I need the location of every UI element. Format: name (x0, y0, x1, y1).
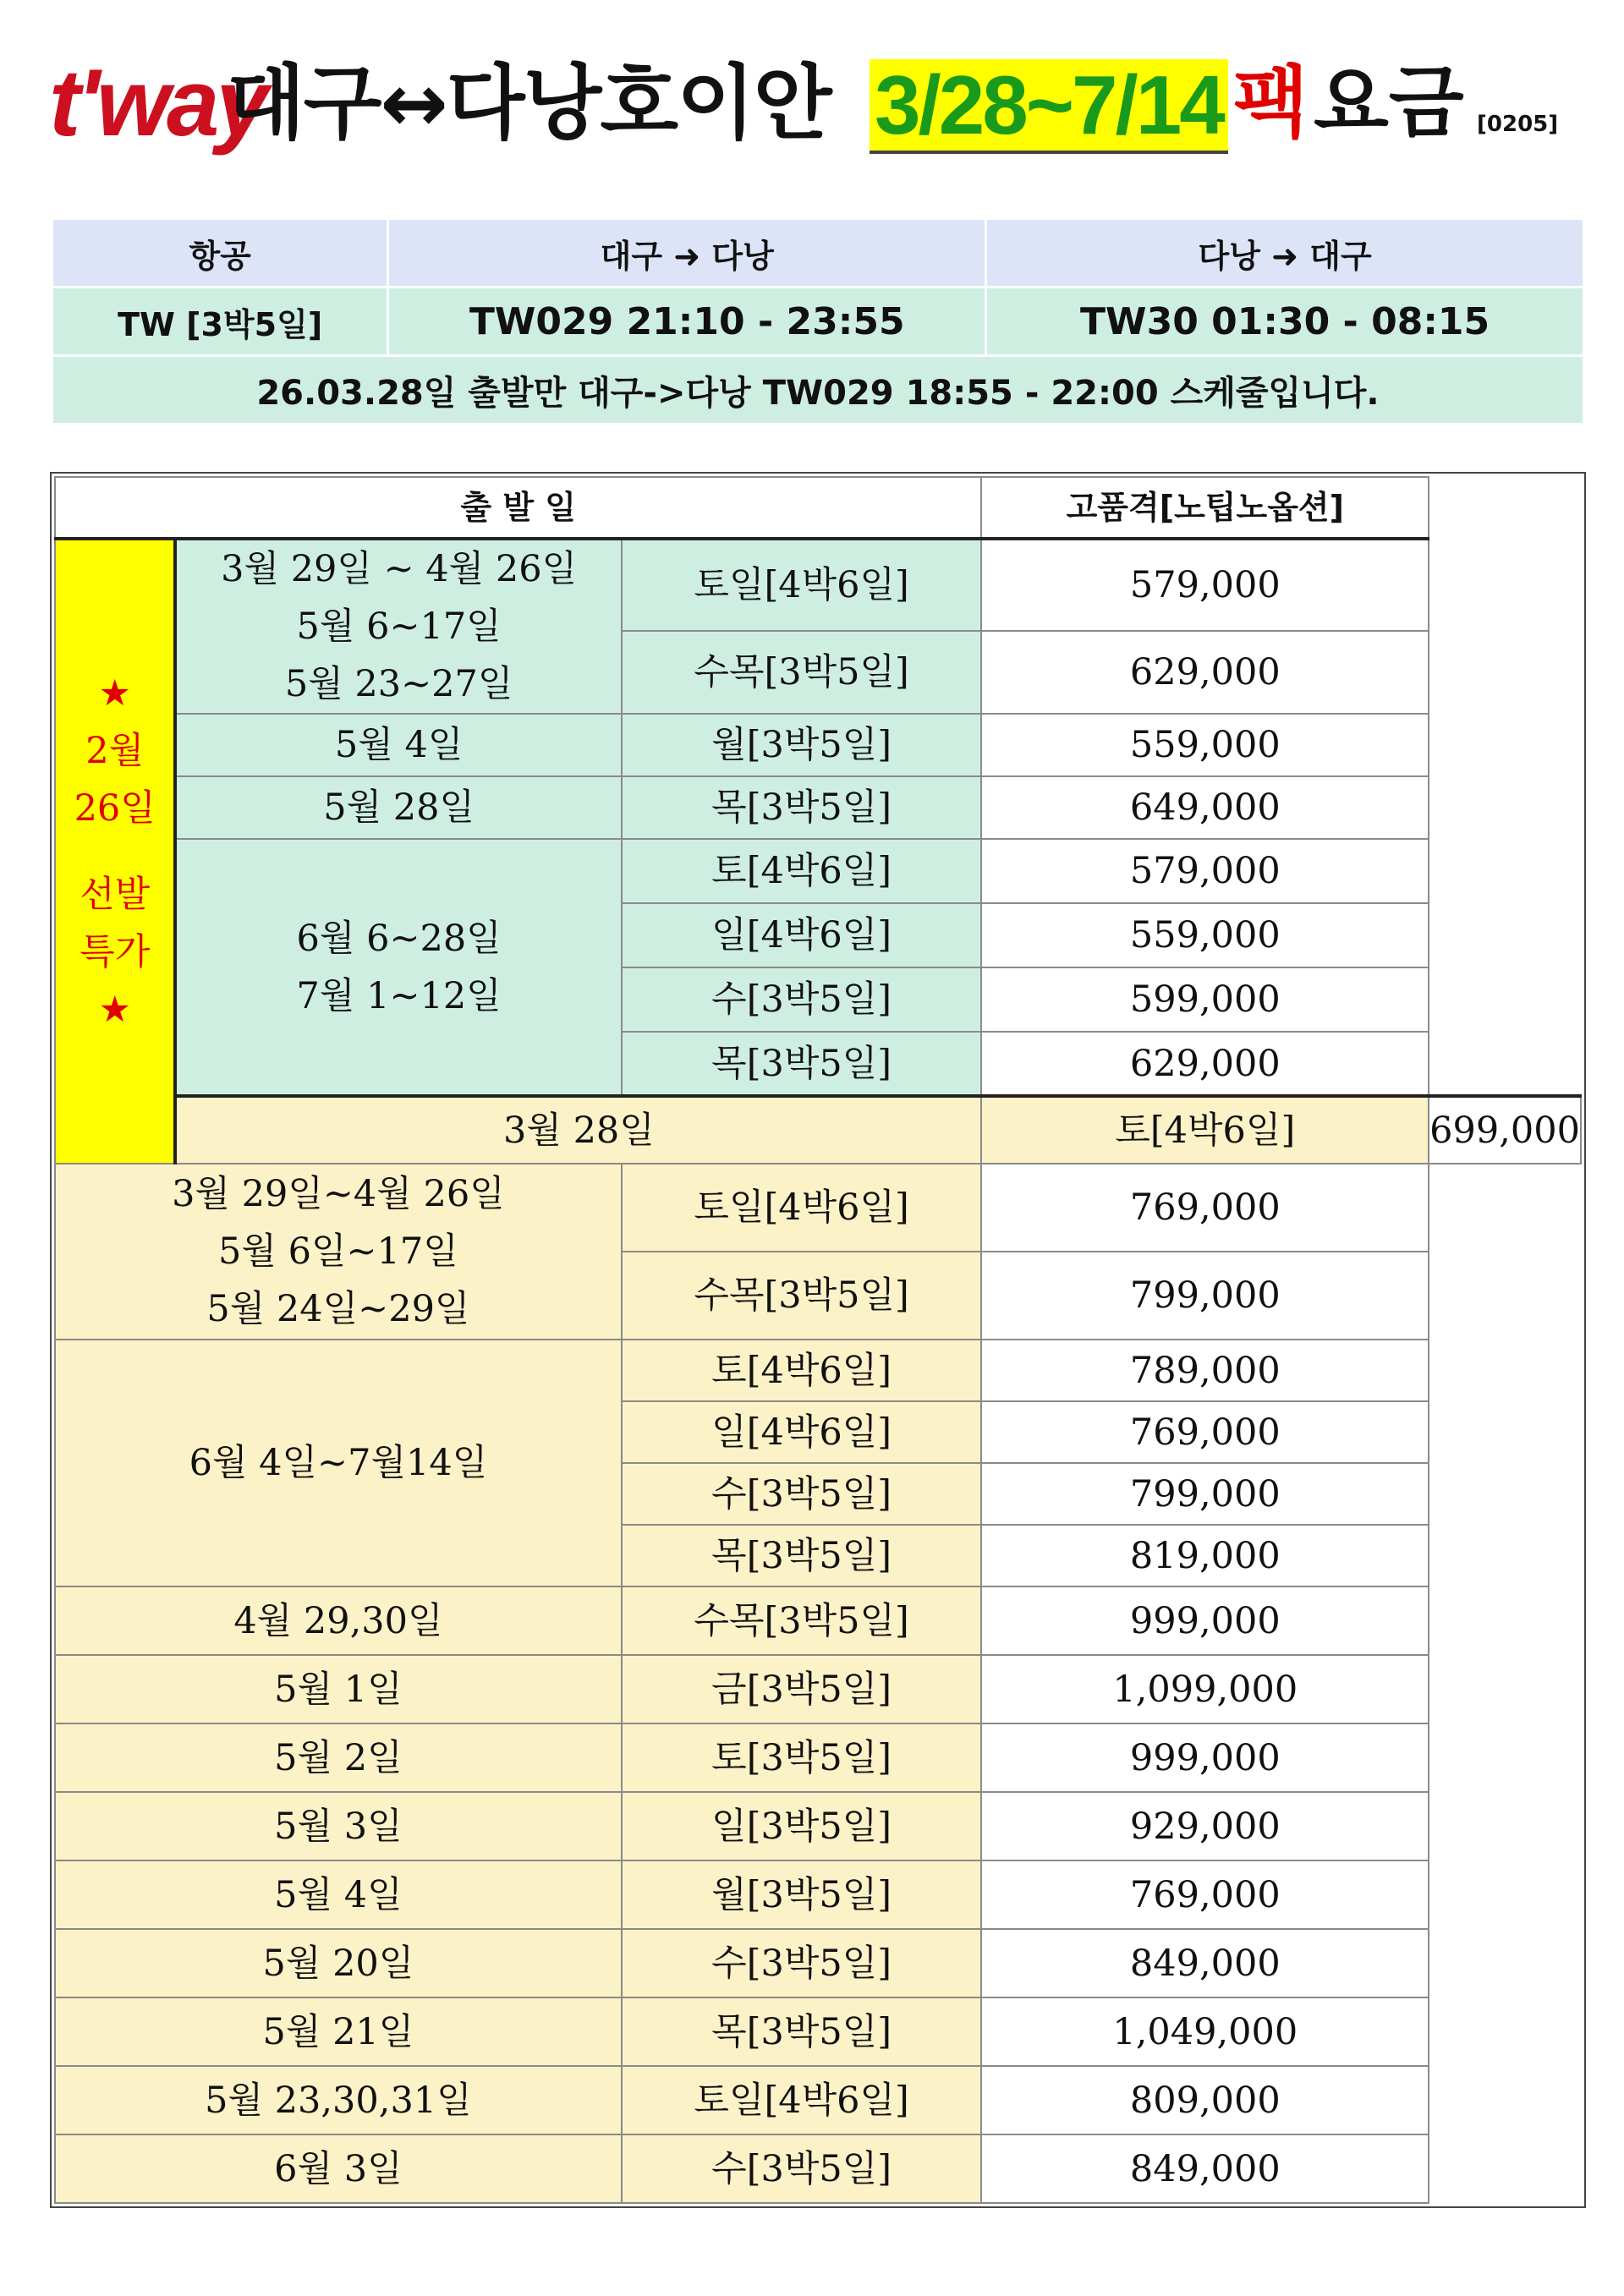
date-range-cell: 5월 21일 (55, 1997, 622, 2066)
price-cell: 559,000 (981, 903, 1429, 967)
date-range-cell: 4월 29,30일 (55, 1586, 622, 1655)
date-range-cell: 5월 3일 (55, 1792, 622, 1860)
early-bird-special-label (55, 539, 175, 1164)
trip-length-cell: 금[3박5일] (622, 1655, 982, 1723)
fare-label: 요금 (1314, 58, 1464, 148)
airline-header: 항공 (52, 219, 388, 288)
star-icon: ★ (98, 989, 131, 1031)
trip-length-cell: 수목[3박5일] (622, 1252, 982, 1340)
special-label-line: 선발 (80, 874, 151, 916)
date-line: 5월 6일~17일 (218, 1230, 458, 1273)
special-label-line: 2월 (85, 730, 145, 772)
trip-length-cell: 토[4박6일] (622, 1340, 982, 1401)
trip-length-cell: 토[4박6일] (981, 1096, 1429, 1164)
date-line: 5월 23~27일 (284, 663, 513, 705)
trip-length-cell: 토[4박6일] (622, 839, 982, 903)
price-cell: 599,000 (981, 967, 1429, 1032)
price-cell: 1,099,000 (981, 1655, 1429, 1723)
price-cell: 629,000 (981, 631, 1429, 714)
price-cell: 649,000 (981, 776, 1429, 839)
date-range-cell: 6월 4일~7월14일 (55, 1340, 622, 1586)
trip-length-cell: 수[3박5일] (622, 1929, 982, 1997)
trip-length-cell: 일[3박5일] (622, 1792, 982, 1860)
price-cell: 799,000 (981, 1463, 1429, 1525)
date-line: 5월 24일~29일 (206, 1288, 470, 1330)
date-range-cell: 6월 3일 (55, 2134, 622, 2203)
departure-date-header: 출 발 일 (55, 477, 981, 539)
price-cell: 1,049,000 (981, 1997, 1429, 2066)
airline-cell: TW [3박5일] (52, 288, 388, 356)
date-range-cell (175, 839, 621, 1096)
price-cell: 579,000 (981, 839, 1429, 903)
trip-length-cell: 일[4박6일] (622, 903, 982, 967)
price-cell: 849,000 (981, 2134, 1429, 2203)
trip-length-cell: 목[3박5일] (622, 1525, 982, 1586)
date-line: 3월 29일 ~ 4월 26일 (221, 548, 578, 590)
trip-length-cell: 수목[3박5일] (622, 631, 982, 714)
price-cell: 849,000 (981, 1929, 1429, 1997)
outbound-header: 대구 ➜ 다낭 (388, 219, 986, 288)
price-cell: 999,000 (981, 1723, 1429, 1792)
trip-length-cell: 수[3박5일] (622, 1463, 982, 1525)
date-line: 5월 6~17일 (296, 606, 502, 648)
schedule-note: 26.03.28일 출발만 대구->다낭 TW029 18:55 - 22:00 스케줄입니다. (52, 356, 1584, 425)
outbound-schedule: TW029 21:10 - 23:55 (388, 288, 986, 356)
trip-length-cell: 목[3박5일] (622, 1032, 982, 1096)
price-cell: 769,000 (981, 1860, 1429, 1929)
special-label-line: 특가 (80, 931, 151, 973)
trip-length-cell: 목[3박5일] (622, 1997, 982, 2066)
date-range-cell (175, 539, 621, 714)
date-line: 7월 1~12일 (296, 974, 502, 1017)
date-range-cell: 5월 2일 (55, 1723, 622, 1792)
date-range-cell: 5월 20일 (55, 1929, 622, 1997)
price-cell: 699,000 (1429, 1096, 1581, 1164)
trip-length-cell: 토[3박5일] (622, 1723, 982, 1792)
special-label-line: 26일 (74, 787, 156, 830)
trip-length-cell: 토일[4박6일] (622, 1164, 982, 1252)
trip-length-cell: 토일[4박6일] (622, 2066, 982, 2134)
trip-length-cell: 목[3박5일] (622, 776, 982, 839)
price-cell: 769,000 (981, 1401, 1429, 1463)
trip-length-cell: 일[4박6일] (622, 1401, 982, 1463)
trip-length-cell: 수[3박5일] (622, 967, 982, 1032)
route-title: 대구↔다낭호이안 (227, 56, 831, 151)
premium-header: 고품격[노팁노옵션] (981, 477, 1429, 539)
period-highlight: 3/28~7/14 (870, 59, 1228, 154)
price-cell: 799,000 (981, 1252, 1429, 1340)
date-line: 3월 29일~4월 26일 (172, 1173, 505, 1215)
trip-length-cell: 월[3박5일] (622, 1860, 982, 1929)
date-range-cell: 5월 1일 (55, 1655, 622, 1723)
date-range-cell: 5월 4일 (55, 1860, 622, 1929)
date-range-cell: 3월 28일 (175, 1096, 981, 1164)
return-header: 다낭 ➜ 대구 (986, 219, 1584, 288)
price-cell: 819,000 (981, 1525, 1429, 1586)
pack-label: 팩 (1233, 58, 1309, 148)
date-range-cell: 5월 4일 (175, 714, 621, 776)
price-table (54, 476, 1582, 2204)
date-range-cell (55, 1164, 622, 1340)
price-cell: 629,000 (981, 1032, 1429, 1096)
document-code: [0205] (1477, 112, 1559, 137)
trip-length-cell: 월[3박5일] (622, 714, 982, 776)
price-cell: 559,000 (981, 714, 1429, 776)
trip-length-cell: 수[3박5일] (622, 2134, 982, 2203)
star-icon: ★ (98, 672, 131, 715)
price-cell: 789,000 (981, 1340, 1429, 1401)
price-cell: 809,000 (981, 2066, 1429, 2134)
return-schedule: TW30 01:30 - 08:15 (986, 288, 1584, 356)
date-range-cell: 5월 28일 (175, 776, 621, 839)
price-cell: 579,000 (981, 539, 1429, 631)
price-cell: 999,000 (981, 1586, 1429, 1655)
price-cell: 769,000 (981, 1164, 1429, 1252)
date-line: 6월 6~28일 (296, 917, 502, 960)
page-title (49, 52, 1572, 162)
trip-length-cell: 수목[3박5일] (622, 1586, 982, 1655)
tway-logo: t'way (49, 50, 266, 156)
date-range-cell: 5월 23,30,31일 (55, 2066, 622, 2134)
trip-length-cell: 토일[4박6일] (622, 539, 982, 631)
price-cell: 929,000 (981, 1792, 1429, 1860)
flight-info-table (51, 217, 1585, 425)
